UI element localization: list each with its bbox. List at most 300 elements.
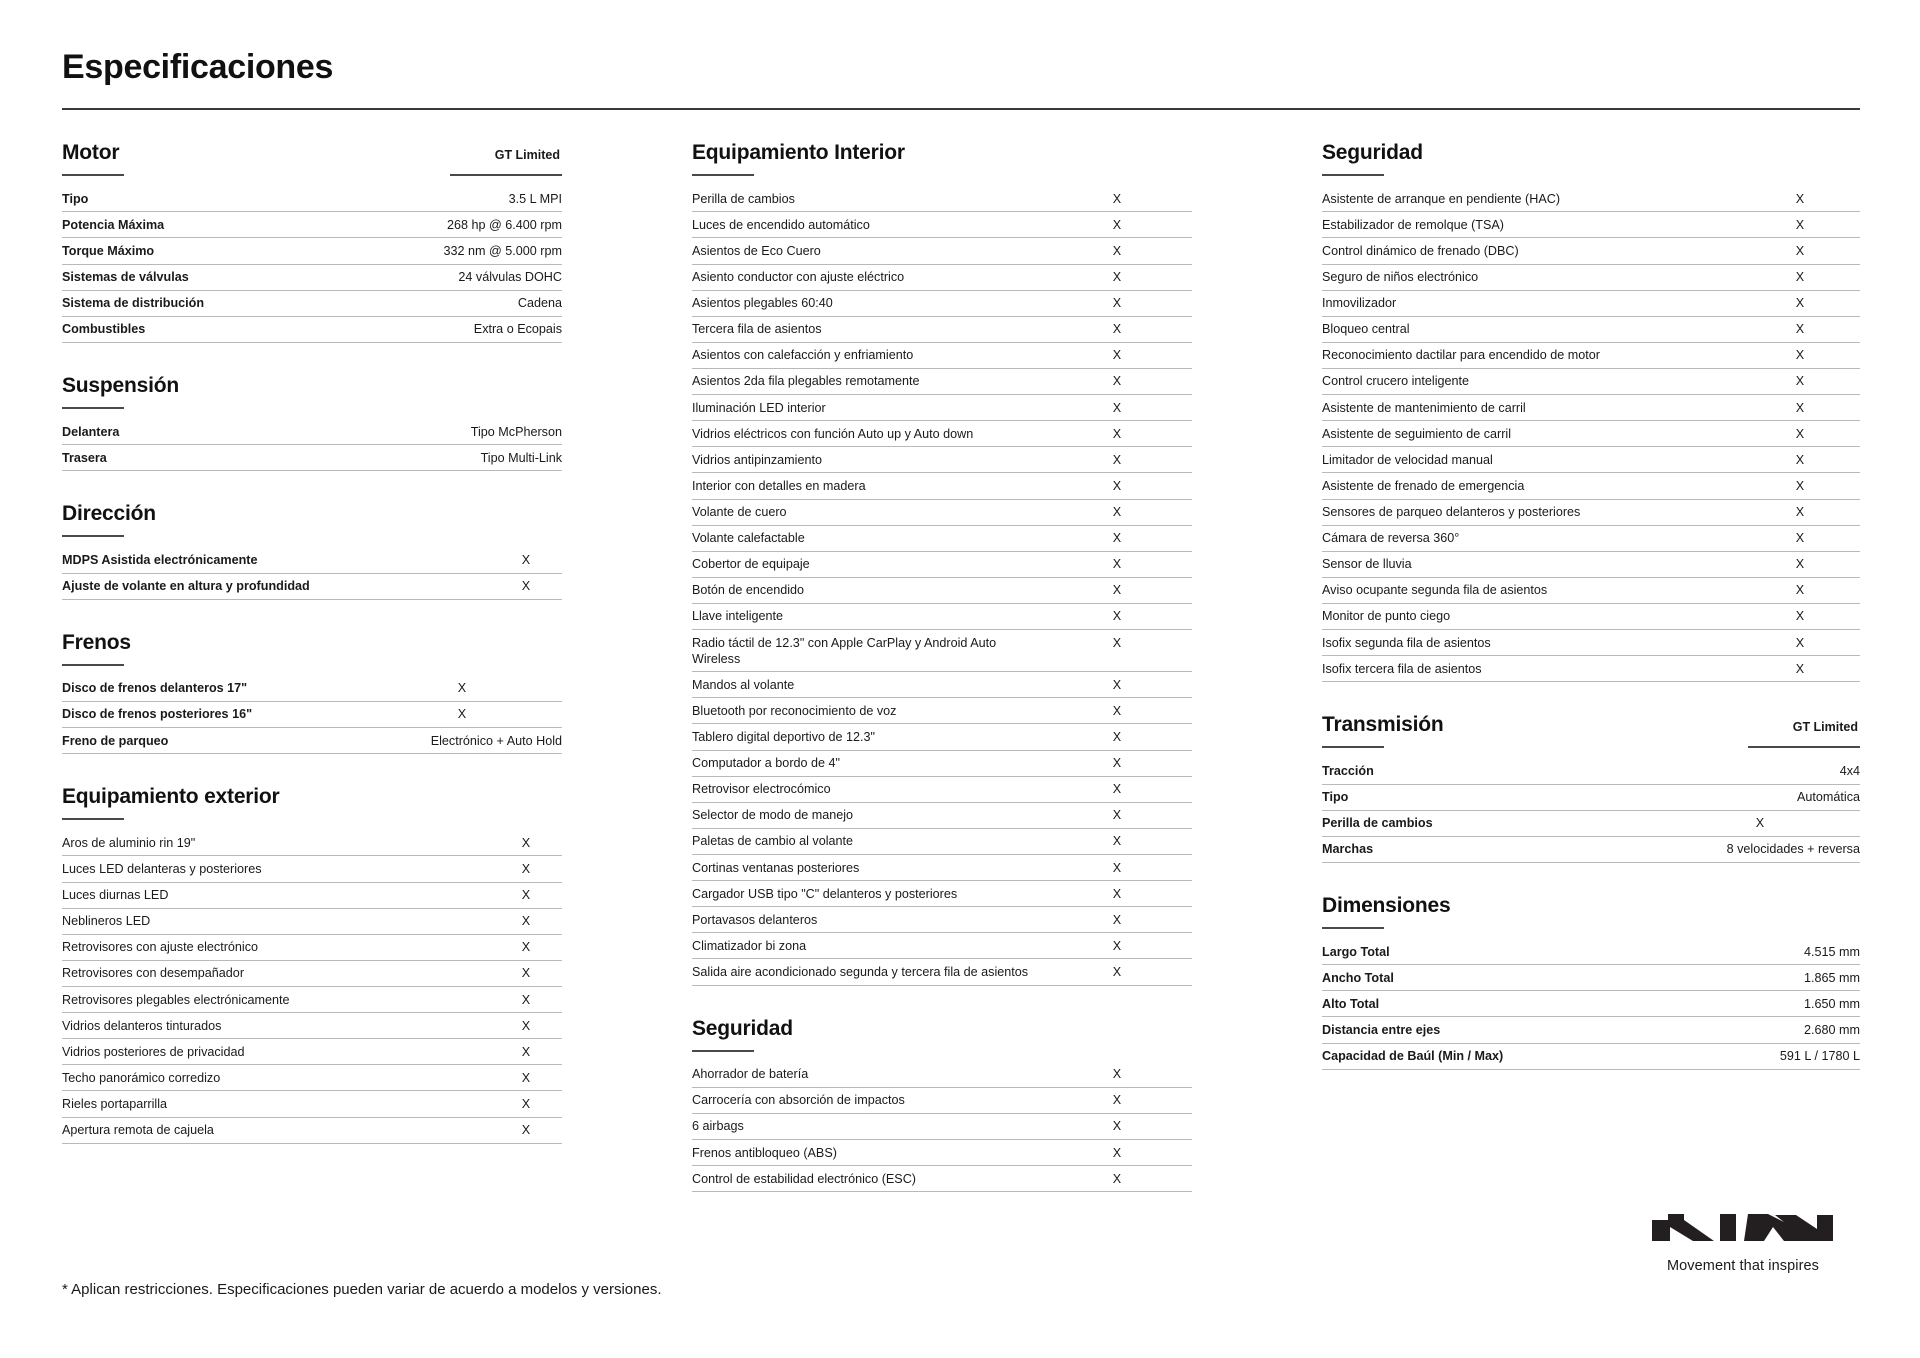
table-row bbox=[692, 672, 1192, 698]
brand-tagline: Movement that inspires bbox=[1666, 1258, 1820, 1274]
row-check-mark: X bbox=[1740, 499, 1860, 525]
row-label: Marchas bbox=[1322, 836, 1660, 862]
spec-table bbox=[1322, 939, 1860, 1070]
table-row bbox=[62, 908, 562, 934]
table-row bbox=[62, 290, 562, 316]
row-value: Electrónico + Auto Hold bbox=[362, 728, 562, 754]
table-row bbox=[1322, 836, 1860, 862]
row-check-mark: X bbox=[1042, 1062, 1192, 1088]
section-header bbox=[692, 140, 1192, 165]
section-divider bbox=[62, 818, 562, 820]
row-label: Ahorrador de batería bbox=[692, 1062, 1042, 1088]
row-value: 8 velocidades + reversa bbox=[1660, 836, 1860, 862]
row-check-mark: X bbox=[490, 830, 562, 856]
row-check-mark: X bbox=[1042, 1113, 1192, 1139]
table-row bbox=[62, 445, 562, 471]
table-row bbox=[62, 960, 562, 986]
section-rule-left bbox=[692, 1050, 754, 1052]
row-label: Distancia entre ejes bbox=[1322, 1017, 1660, 1043]
row-label: Cámara de reversa 360° bbox=[1322, 525, 1740, 551]
row-label: Capacidad de Baúl (Min / Max) bbox=[1322, 1043, 1660, 1069]
row-label: Reconocimiento dactilar para encendido de motor bbox=[1322, 342, 1740, 368]
section-rule-right bbox=[450, 535, 562, 537]
row-label: Bloqueo central bbox=[1322, 316, 1740, 342]
row-check-mark: X bbox=[1042, 698, 1192, 724]
kia-logo-icon bbox=[1650, 1205, 1836, 1251]
row-check-mark: X bbox=[1740, 290, 1860, 316]
row-label: Ajuste de volante en altura y profundidad bbox=[62, 573, 490, 599]
table-row bbox=[692, 264, 1192, 290]
section-rule-left bbox=[1322, 174, 1384, 176]
table-row bbox=[692, 577, 1192, 603]
section-rule-left bbox=[62, 407, 124, 409]
variant-column-header: GT Limited bbox=[1792, 720, 1858, 735]
row-check-mark: X bbox=[1042, 368, 1192, 394]
row-check-mark: X bbox=[1740, 264, 1860, 290]
row-value: 4.515 mm bbox=[1660, 939, 1860, 965]
row-check-mark: X bbox=[1042, 603, 1192, 629]
table-row bbox=[62, 856, 562, 882]
row-check-mark: X bbox=[490, 1091, 562, 1117]
row-label: Control de estabilidad electrónico (ESC) bbox=[692, 1166, 1042, 1192]
section-rule-left bbox=[62, 535, 124, 537]
row-check-mark: X bbox=[1740, 577, 1860, 603]
spec-table bbox=[1322, 758, 1860, 862]
table-row bbox=[62, 316, 562, 342]
row-value: Tipo Multi-Link bbox=[362, 445, 562, 471]
table-row bbox=[692, 551, 1192, 577]
row-check-mark: X bbox=[490, 987, 562, 1013]
section-header bbox=[1322, 893, 1860, 918]
row-check-mark: X bbox=[1042, 1166, 1192, 1192]
row-label: Iluminación LED interior bbox=[692, 395, 1042, 421]
section-header bbox=[62, 784, 562, 809]
table-row bbox=[1322, 991, 1860, 1017]
table-row bbox=[62, 934, 562, 960]
section-equipamiento-interior bbox=[692, 140, 1192, 986]
row-label: Tablero digital deportivo de 12.3" bbox=[692, 724, 1042, 750]
row-label: Cortinas ventanas posteriores bbox=[692, 855, 1042, 881]
row-check-mark: X bbox=[1042, 473, 1192, 499]
row-value: Tipo McPherson bbox=[362, 419, 562, 445]
row-label: Salida aire acondicionado segunda y tercera fila de asientos bbox=[692, 959, 1042, 985]
section-divider bbox=[62, 174, 562, 176]
section-title: Dirección bbox=[62, 502, 156, 526]
row-label: Interior con detalles en madera bbox=[692, 473, 1042, 499]
section-title: Suspensión bbox=[62, 373, 180, 397]
section-direcci-n bbox=[62, 501, 562, 599]
table-row bbox=[1322, 473, 1860, 499]
table-row bbox=[692, 1140, 1192, 1166]
section-dimensiones bbox=[1322, 893, 1860, 1070]
brand-logo-block bbox=[1628, 1205, 1858, 1274]
table-row bbox=[62, 676, 562, 702]
section-rule-right bbox=[1080, 174, 1192, 176]
table-row bbox=[1322, 551, 1860, 577]
section-rule-left bbox=[62, 664, 124, 666]
row-label: Combustibles bbox=[62, 316, 362, 342]
row-check-mark: X bbox=[490, 908, 562, 934]
section-rule-right bbox=[450, 664, 562, 666]
table-row bbox=[1322, 212, 1860, 238]
table-row bbox=[692, 1113, 1192, 1139]
row-label: Radio táctil de 12.3" con Apple CarPlay y Android Auto Wireless bbox=[692, 630, 1042, 672]
row-label: Retrovisores con desempañador bbox=[62, 960, 490, 986]
row-check-mark: X bbox=[490, 1117, 562, 1143]
row-label: Control crucero inteligente bbox=[1322, 368, 1740, 394]
row-label: Retrovisores con ajuste electrónico bbox=[62, 934, 490, 960]
row-label: Cobertor de equipaje bbox=[692, 551, 1042, 577]
row-label: Trasera bbox=[62, 445, 362, 471]
spec-table bbox=[62, 547, 562, 599]
row-label: 6 airbags bbox=[692, 1113, 1042, 1139]
table-row bbox=[1322, 499, 1860, 525]
table-row bbox=[1322, 342, 1860, 368]
row-label: Disco de frenos posteriores 16" bbox=[62, 701, 362, 727]
row-check-mark: X bbox=[490, 1039, 562, 1065]
table-row bbox=[1322, 784, 1860, 810]
table-row bbox=[692, 881, 1192, 907]
section-title: Equipamiento Interior bbox=[692, 141, 905, 164]
row-label: Aviso ocupante segunda fila de asientos bbox=[1322, 577, 1740, 603]
row-label: Delantera bbox=[62, 419, 362, 445]
table-row bbox=[1322, 1043, 1860, 1069]
row-check-mark: X bbox=[1740, 630, 1860, 656]
section-seguridad bbox=[692, 1016, 1192, 1193]
row-value: Automática bbox=[1660, 784, 1860, 810]
row-value: 24 válvulas DOHC bbox=[362, 264, 562, 290]
row-check-mark: X bbox=[490, 1013, 562, 1039]
row-check-mark: X bbox=[1042, 395, 1192, 421]
table-row bbox=[1322, 630, 1860, 656]
row-label: Tracción bbox=[1322, 758, 1660, 784]
row-check-mark: X bbox=[1740, 238, 1860, 264]
row-check-mark: X bbox=[1042, 238, 1192, 264]
section-frenos bbox=[62, 630, 562, 755]
table-row bbox=[692, 342, 1192, 368]
row-check-mark: X bbox=[490, 1065, 562, 1091]
row-label: Portavasos delanteros bbox=[692, 907, 1042, 933]
row-label: Isofix tercera fila de asientos bbox=[1322, 656, 1740, 682]
row-check-mark: X bbox=[1042, 577, 1192, 603]
table-row bbox=[692, 395, 1192, 421]
section-divider bbox=[62, 664, 562, 666]
row-label: Retrovisor electrocómico bbox=[692, 776, 1042, 802]
row-check-mark: X bbox=[490, 547, 562, 573]
row-label: Asistente de mantenimiento de carril bbox=[1322, 395, 1740, 421]
footnote: * Aplican restricciones. Especificaciones pueden variar de acuerdo a modelos y versiones. bbox=[62, 1281, 662, 1298]
column-middle bbox=[692, 140, 1192, 1222]
table-row bbox=[692, 828, 1192, 854]
row-label: Asientos con calefacción y enfriamiento bbox=[692, 342, 1042, 368]
row-label: Mandos al volante bbox=[692, 672, 1042, 698]
section-title: Frenos bbox=[62, 630, 131, 654]
table-row bbox=[1322, 939, 1860, 965]
row-label: Asistente de seguimiento de carril bbox=[1322, 421, 1740, 447]
row-label: Freno de parqueo bbox=[62, 728, 362, 754]
row-check-mark: X bbox=[1042, 907, 1192, 933]
table-row bbox=[692, 1166, 1192, 1192]
table-row bbox=[62, 238, 562, 264]
table-row bbox=[62, 186, 562, 212]
row-label: Control dinámico de frenado (DBC) bbox=[1322, 238, 1740, 264]
row-label: Botón de encendido bbox=[692, 577, 1042, 603]
row-label: Climatizador bi zona bbox=[692, 933, 1042, 959]
section-divider bbox=[1322, 174, 1860, 176]
table-row bbox=[1322, 525, 1860, 551]
variant-column-header: GT Limited bbox=[494, 148, 560, 162]
row-check-mark: X bbox=[1740, 368, 1860, 394]
row-check-mark: X bbox=[1042, 316, 1192, 342]
table-row bbox=[692, 1087, 1192, 1113]
row-label: Sistema de distribución bbox=[62, 290, 362, 316]
table-row bbox=[62, 1013, 562, 1039]
table-row bbox=[62, 419, 562, 445]
table-row bbox=[692, 316, 1192, 342]
row-value: 332 nm @ 5.000 rpm bbox=[362, 238, 562, 264]
row-value: 2.680 mm bbox=[1660, 1017, 1860, 1043]
table-row bbox=[62, 1091, 562, 1117]
table-row bbox=[1322, 290, 1860, 316]
section-rule-right bbox=[1748, 174, 1860, 176]
table-row bbox=[62, 830, 562, 856]
row-label: Inmovilizador bbox=[1322, 290, 1740, 316]
row-label: Vidrios antipinzamiento bbox=[692, 447, 1042, 473]
table-row bbox=[62, 987, 562, 1013]
section-header bbox=[62, 373, 562, 398]
section-rule-right bbox=[1748, 927, 1860, 929]
row-label: Rieles portaparrilla bbox=[62, 1091, 490, 1117]
row-check-mark: X bbox=[490, 856, 562, 882]
row-check-mark: X bbox=[490, 960, 562, 986]
row-label: Tipo bbox=[1322, 784, 1660, 810]
table-row bbox=[692, 447, 1192, 473]
row-label: Torque Máximo bbox=[62, 238, 362, 264]
row-check-mark: X bbox=[1042, 290, 1192, 316]
row-check-mark: X bbox=[1740, 551, 1860, 577]
row-check-mark: X bbox=[1042, 959, 1192, 985]
row-label: Seguro de niños electrónico bbox=[1322, 264, 1740, 290]
row-value: 1.650 mm bbox=[1660, 991, 1860, 1017]
row-check-mark: X bbox=[1042, 447, 1192, 473]
table-row bbox=[692, 933, 1192, 959]
section-header bbox=[62, 140, 562, 165]
table-row bbox=[62, 1117, 562, 1143]
row-label: Carrocería con absorción de impactos bbox=[692, 1087, 1042, 1113]
section-header bbox=[62, 630, 562, 655]
row-check-mark: X bbox=[1042, 525, 1192, 551]
row-label: Paletas de cambio al volante bbox=[692, 828, 1042, 854]
table-row bbox=[1322, 395, 1860, 421]
row-label: MDPS Asistida electrónicamente bbox=[62, 547, 490, 573]
table-row bbox=[692, 907, 1192, 933]
row-label: Asientos de Eco Cuero bbox=[692, 238, 1042, 264]
section-seguridad bbox=[1322, 140, 1860, 682]
section-rule-right bbox=[450, 174, 562, 176]
table-row bbox=[62, 1039, 562, 1065]
table-row bbox=[692, 802, 1192, 828]
spec-table bbox=[692, 1062, 1192, 1193]
row-label: Retrovisores plegables electrónicamente bbox=[62, 987, 490, 1013]
row-label: Luces diurnas LED bbox=[62, 882, 490, 908]
table-row bbox=[692, 959, 1192, 985]
table-row bbox=[62, 264, 562, 290]
section-transmisi-n bbox=[1322, 712, 1860, 863]
table-row bbox=[1322, 965, 1860, 991]
section-rule-left bbox=[1322, 927, 1384, 929]
row-check-mark: X bbox=[490, 882, 562, 908]
table-row bbox=[1322, 810, 1860, 836]
table-row bbox=[1322, 186, 1860, 212]
section-divider bbox=[1322, 927, 1860, 929]
row-check-mark: X bbox=[1042, 499, 1192, 525]
table-row bbox=[1322, 316, 1860, 342]
table-row bbox=[1322, 421, 1860, 447]
row-check-mark: X bbox=[1740, 421, 1860, 447]
row-check-mark: X bbox=[1042, 421, 1192, 447]
table-row bbox=[692, 724, 1192, 750]
row-value: Cadena bbox=[362, 290, 562, 316]
row-label: Tipo bbox=[62, 186, 362, 212]
row-label: Techo panorámico corredizo bbox=[62, 1065, 490, 1091]
table-row bbox=[692, 1062, 1192, 1088]
table-row bbox=[62, 547, 562, 573]
section-header bbox=[1322, 712, 1860, 737]
row-check-mark: X bbox=[1042, 551, 1192, 577]
table-row bbox=[62, 212, 562, 238]
table-row bbox=[1322, 264, 1860, 290]
table-row bbox=[692, 499, 1192, 525]
row-check-mark: X bbox=[1740, 395, 1860, 421]
table-row bbox=[1322, 656, 1860, 682]
row-label: Isofix segunda fila de asientos bbox=[1322, 630, 1740, 656]
row-check-mark: X bbox=[1042, 212, 1192, 238]
title-divider bbox=[62, 108, 1860, 110]
row-check-mark: X bbox=[1042, 802, 1192, 828]
table-row bbox=[1322, 603, 1860, 629]
table-row bbox=[1322, 238, 1860, 264]
row-check-mark: X bbox=[1042, 855, 1192, 881]
section-rule-right bbox=[1080, 1050, 1192, 1052]
row-label: Volante calefactable bbox=[692, 525, 1042, 551]
section-title: Motor bbox=[62, 141, 120, 164]
row-label: Asistente de arranque en pendiente (HAC) bbox=[1322, 186, 1740, 212]
row-check-mark: X bbox=[1740, 447, 1860, 473]
row-label: Volante de cuero bbox=[692, 499, 1042, 525]
row-label: Ancho Total bbox=[1322, 965, 1660, 991]
spec-table bbox=[62, 676, 562, 754]
table-row bbox=[692, 630, 1192, 672]
section-title: Dimensiones bbox=[1322, 893, 1451, 917]
section-rule-left bbox=[62, 174, 124, 176]
row-check-mark: X bbox=[1042, 342, 1192, 368]
table-row bbox=[1322, 758, 1860, 784]
section-rule-left bbox=[62, 818, 124, 820]
row-label: Disco de frenos delanteros 17" bbox=[62, 676, 362, 702]
section-header bbox=[1322, 140, 1860, 165]
section-divider bbox=[692, 174, 1192, 176]
row-check-mark: X bbox=[1042, 933, 1192, 959]
section-rule-right bbox=[450, 818, 562, 820]
row-check-mark: X bbox=[1740, 473, 1860, 499]
row-value: Extra o Ecopais bbox=[362, 316, 562, 342]
table-row bbox=[692, 750, 1192, 776]
table-row bbox=[62, 701, 562, 727]
spec-table bbox=[62, 186, 562, 343]
row-check-mark: X bbox=[1042, 672, 1192, 698]
row-check-mark: X bbox=[1042, 828, 1192, 854]
row-check-mark: X bbox=[362, 676, 562, 702]
row-label: Vidrios eléctricos con función Auto up y Auto down bbox=[692, 421, 1042, 447]
page-title: Especificaciones bbox=[62, 48, 334, 86]
row-label: Asistente de frenado de emergencia bbox=[1322, 473, 1740, 499]
row-check-mark: X bbox=[1740, 656, 1860, 682]
row-label: Frenos antibloqueo (ABS) bbox=[692, 1140, 1042, 1166]
row-check-mark: X bbox=[1042, 186, 1192, 212]
row-check-mark: X bbox=[1042, 264, 1192, 290]
row-check-mark: X bbox=[1740, 316, 1860, 342]
table-row bbox=[692, 212, 1192, 238]
table-row bbox=[692, 776, 1192, 802]
table-row bbox=[1322, 447, 1860, 473]
section-equipamiento-exterior bbox=[62, 784, 562, 1144]
spec-table bbox=[692, 186, 1192, 985]
section-rule-right bbox=[1748, 746, 1860, 748]
section-title: Seguridad bbox=[1322, 141, 1423, 164]
row-label: Cargador USB tipo "C" delanteros y posteriores bbox=[692, 881, 1042, 907]
row-check-mark: X bbox=[1740, 212, 1860, 238]
row-label: Apertura remota de cajuela bbox=[62, 1117, 490, 1143]
section-header bbox=[62, 501, 562, 526]
table-row bbox=[692, 473, 1192, 499]
table-row bbox=[1322, 1017, 1860, 1043]
row-label: Asiento conductor con ajuste eléctrico bbox=[692, 264, 1042, 290]
row-label: Computador a bordo de 4" bbox=[692, 750, 1042, 776]
row-label: Vidrios delanteros tinturados bbox=[62, 1013, 490, 1039]
table-row bbox=[1322, 577, 1860, 603]
spec-table bbox=[62, 830, 562, 1143]
row-check-mark: X bbox=[490, 934, 562, 960]
section-rule-left bbox=[692, 174, 754, 176]
row-label: Vidrios posteriores de privacidad bbox=[62, 1039, 490, 1065]
row-check-mark: X bbox=[1042, 1140, 1192, 1166]
table-row bbox=[692, 603, 1192, 629]
row-check-mark: X bbox=[1042, 1087, 1192, 1113]
row-check-mark: X bbox=[490, 573, 562, 599]
row-label: Estabilizador de remolque (TSA) bbox=[1322, 212, 1740, 238]
row-check-mark: X bbox=[1042, 776, 1192, 802]
row-check-mark: X bbox=[1740, 186, 1860, 212]
row-label: Selector de modo de manejo bbox=[692, 802, 1042, 828]
table-row bbox=[692, 238, 1192, 264]
spec-table bbox=[1322, 186, 1860, 682]
section-divider bbox=[692, 1050, 1192, 1052]
row-label: Aros de aluminio rin 19" bbox=[62, 830, 490, 856]
row-value: 3.5 L MPI bbox=[362, 186, 562, 212]
row-check-mark: X bbox=[1042, 881, 1192, 907]
row-label: Neblineros LED bbox=[62, 908, 490, 934]
table-row bbox=[62, 573, 562, 599]
section-rule-left bbox=[1322, 746, 1384, 748]
row-label: Luces LED delanteras y posteriores bbox=[62, 856, 490, 882]
section-title: Equipamiento exterior bbox=[62, 785, 280, 809]
specs-columns bbox=[62, 140, 1860, 1222]
row-label: Largo Total bbox=[1322, 939, 1660, 965]
table-row bbox=[692, 421, 1192, 447]
row-label: Alto Total bbox=[1322, 991, 1660, 1017]
row-label: Bluetooth por reconocimiento de voz bbox=[692, 698, 1042, 724]
spec-table bbox=[62, 419, 562, 471]
